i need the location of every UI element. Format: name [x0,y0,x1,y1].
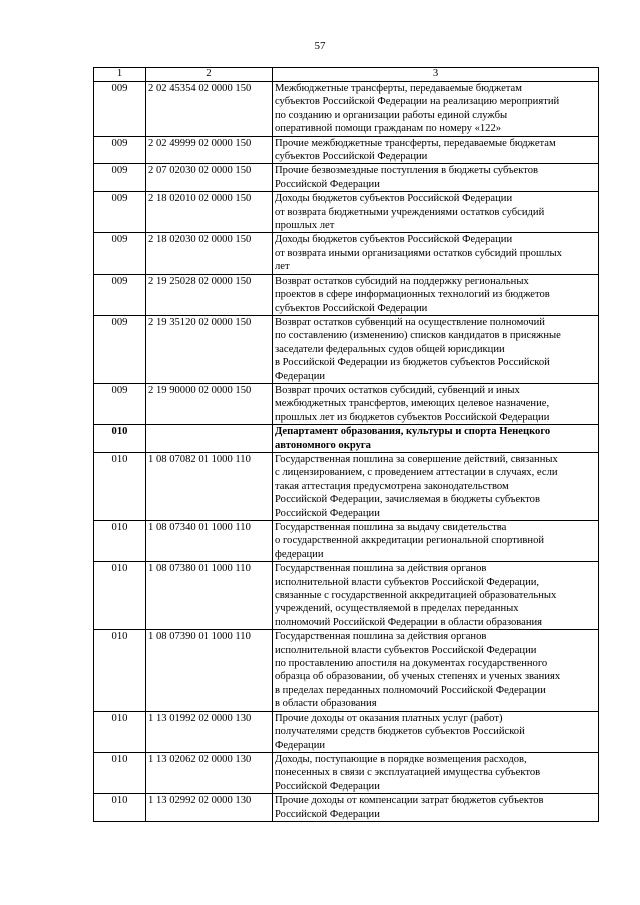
admin-code-cell: 009 [94,136,146,164]
revenue-name-line: Российской Федерации [275,507,380,519]
admin-code-cell: 009 [94,315,146,383]
revenue-name-line: Доходы бюджетов субъектов Российской Федерации [275,193,513,205]
column-header-3: 3 [273,68,599,82]
revenue-name-line: по созданию и организации работы единой службы [275,109,508,121]
revenue-name-cell [273,425,599,453]
revenue-name-line: межбюджетных трансфертов, имеющих целевое назначение, [275,398,550,410]
revenue-name-cell [273,711,599,752]
table-body [94,82,599,822]
revenue-name-line: субъектов Российской Федерации [275,151,428,163]
revenue-name-line: Российской Федерации, зачисляемая в бюджеты субъектов [275,494,540,506]
revenue-name-line: Департамент образования, культуры и спорта Ненецкого [275,426,551,438]
table-row [94,192,599,233]
revenue-name-line: полномочий Российской Федерации в области образования [275,616,543,628]
revenue-name-cell [273,521,599,562]
budget-classification-code-cell: 1 08 07340 01 1000 110 [146,521,273,562]
revenue-name-line: по составлению (изменению) списков кандидатов в присяжные [275,330,561,342]
revenue-code-table [93,67,599,822]
revenue-name-line: Доходы бюджетов субъектов Российской Федерации [275,234,513,246]
revenue-name-line: по проставлению апостиля на документах государственного [275,658,548,670]
revenue-name-line: лет [275,261,290,273]
revenue-name-cell [273,630,599,711]
revenue-name-line: субъектов Российской Федерации на реализацию мероприятий [275,96,560,108]
revenue-name-cell [273,562,599,630]
revenue-name-line: от возврата иными организациями остатков субсидий прошлых [275,247,562,259]
revenue-name-line: Государственная пошлина за выдачу свидетельства [275,522,507,533]
revenue-name-line: исполнительной власти субъектов Российской Федерации [275,644,537,656]
revenue-name-line: Российской Федерации [275,780,380,792]
admin-code-cell: 010 [94,452,146,520]
department-row [94,425,599,453]
table-row [94,562,599,630]
admin-code-cell: 009 [94,233,146,274]
admin-code-cell: 010 [94,425,146,453]
table-row [94,136,599,164]
revenue-name-line: Межбюджетные трансферты, передаваемые бюджетам [275,83,522,94]
revenue-name-line: Федерации [275,370,326,382]
revenue-name-cell [273,136,599,164]
revenue-name-line: Российской Федерации [275,808,380,820]
revenue-name-line: связанные с государственной аккредитацией образовательных [275,590,557,602]
revenue-name-line: автономного округа [275,439,371,451]
revenue-name-line: Возврат остатков субсидий на поддержку региональных [275,275,529,287]
budget-classification-code-cell: 2 02 49999 02 0000 150 [146,136,273,164]
admin-code-cell: 009 [94,383,146,424]
table-row [94,630,599,711]
admin-code-cell: 010 [94,752,146,793]
table-row [94,164,599,192]
revenue-name-line: федерации [275,548,324,560]
revenue-name-cell [273,452,599,520]
revenue-name-line: Государственная пошлина за действия органов [275,631,487,643]
revenue-name-line: учреждений, осуществляемой в пределах переданных [275,603,519,615]
revenue-name-cell [273,794,599,822]
admin-code-cell: 009 [94,192,146,233]
column-header-2: 2 [146,68,273,82]
revenue-name-line: Федерации [275,739,326,751]
table-row [94,521,599,562]
revenue-name-line: в области образования [275,698,377,710]
table-row [94,233,599,274]
admin-code-cell: 010 [94,711,146,752]
revenue-name-line: в пределах переданных полномочий Российской Федерации [275,684,546,696]
revenue-name-line: проектов в сфере информационных технологий из бюджетов [275,289,550,301]
admin-code-cell: 009 [94,164,146,192]
revenue-name-cell [273,315,599,383]
revenue-name-cell [273,192,599,233]
admin-code-cell: 010 [94,562,146,630]
revenue-name-line: Доходы, поступающие в порядке возмещения расходов, [275,753,527,765]
revenue-name-line: прошлых лет из бюджетов субъектов Российской Федерации [275,411,550,423]
revenue-name-line: в Российской Федерации из бюджетов субъектов Российской [275,357,550,369]
admin-code-cell: 009 [94,274,146,315]
table-header-row [94,68,599,82]
table-row [94,274,599,315]
table-row [94,452,599,520]
revenue-name-line: Прочие безвозмездные поступления в бюджеты субъектов [275,165,539,177]
table-row [94,711,599,752]
revenue-name-line: с лицензированием, с проведением аттестации в случаях, если [275,467,558,479]
revenue-name-line: исполнительной власти субъектов Российской Федерации, [275,576,540,588]
table-row [94,383,599,424]
revenue-name-line: Прочие доходы от компенсации затрат бюджетов субъектов [275,795,544,807]
revenue-name-line: Возврат прочих остатков субсидий, субвенций и иных [275,384,520,396]
budget-classification-code-cell: 2 19 90000 02 0000 150 [146,383,273,424]
budget-classification-code-cell [146,425,273,453]
budget-classification-code-cell: 2 18 02030 02 0000 150 [146,233,273,274]
revenue-name-cell [273,82,599,137]
revenue-name-line: о государственной аккредитации региональной спортивной [275,535,545,547]
budget-classification-code-cell: 1 08 07082 01 1000 110 [146,452,273,520]
revenue-name-cell [273,383,599,424]
revenue-name-line: получателями средств бюджетов субъектов Российской [275,726,525,738]
revenue-name-line: от возврата бюджетными учреждениями остатков субсидий [275,206,545,218]
admin-code-cell: 009 [94,82,146,137]
revenue-name-cell [273,274,599,315]
budget-classification-code-cell: 1 13 01992 02 0000 130 [146,711,273,752]
revenue-name-line: субъектов Российской Федерации [275,302,428,314]
budget-classification-code-cell: 1 08 07380 01 1000 110 [146,562,273,630]
revenue-name-cell [273,233,599,274]
admin-code-cell: 010 [94,794,146,822]
budget-classification-code-cell: 2 18 02010 02 0000 150 [146,192,273,233]
revenue-name-line: оперативной помощи гражданам по номеру «122» [275,123,502,135]
budget-classification-code-cell: 2 19 25028 02 0000 150 [146,274,273,315]
table-row [94,794,599,822]
revenue-name-line: Государственная пошлина за совершение действий, связанных [275,453,558,465]
revenue-name-line: Возврат остатков субвенций на осуществление полномочий [275,316,545,328]
budget-classification-code-cell: 1 13 02992 02 0000 130 [146,794,273,822]
revenue-name-line: образца об образовании, об ученых степенях и ученых званиях [275,671,561,683]
revenue-name-line: прошлых лет [275,220,335,232]
table-row [94,82,599,137]
budget-classification-code-cell: 2 07 02030 02 0000 150 [146,164,273,192]
column-header-1: 1 [94,68,146,82]
admin-code-cell: 010 [94,630,146,711]
page-number: 57 [314,40,326,52]
revenue-name-line: заседатели федеральных судов общей юрисдикции [275,343,505,355]
budget-classification-code-cell: 2 02 45354 02 0000 150 [146,82,273,137]
table-row [94,315,599,383]
admin-code-cell: 010 [94,521,146,562]
revenue-name-line: Прочие межбюджетные трансферты, передаваемые бюджетам [275,137,556,149]
revenue-name-cell [273,164,599,192]
budget-classification-code-cell: 1 08 07390 01 1000 110 [146,630,273,711]
revenue-name-cell [273,752,599,793]
revenue-name-line: понесенных в связи с эксплуатацией имущества субъектов [275,767,541,779]
revenue-name-line: такая аттестация предусмотрена законодательством [275,480,509,492]
revenue-name-line: Прочие доходы от оказания платных услуг (работ) [275,712,503,724]
budget-classification-code-cell: 1 13 02062 02 0000 130 [146,752,273,793]
revenue-name-line: Государственная пошлина за действия органов [275,563,487,575]
budget-classification-code-cell: 2 19 35120 02 0000 150 [146,315,273,383]
revenue-name-line: Российской Федерации [275,178,380,190]
table-row [94,752,599,793]
